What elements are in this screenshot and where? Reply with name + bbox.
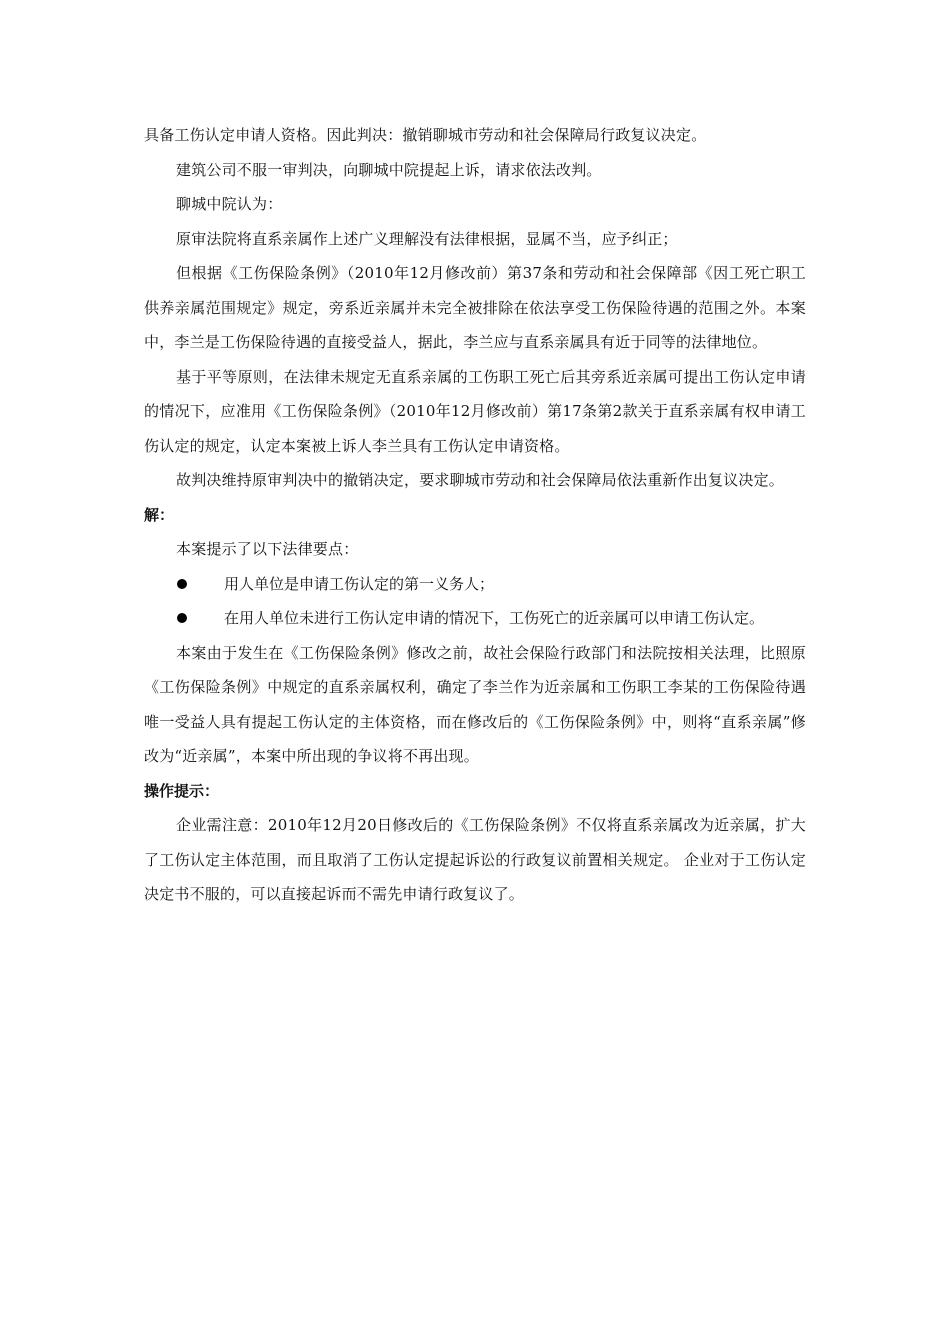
list-item (174, 601, 806, 636)
paragraph-3: 聊城中院认为： (176, 195, 283, 213)
bullet-dot-icon (177, 613, 187, 623)
document-page (144, 118, 806, 912)
bullet-dot-icon (177, 579, 187, 589)
list-item-text: 用人单位是申请工伤认定的第一义务人； (224, 574, 495, 593)
paragraph-4: 原审法院将直系亲属作上述广义理解没有法律根据，显属不当，应予纠正； (176, 229, 678, 248)
list-item-text: 在用人单位未进行工伤认定申请的情况下，工伤死亡的近亲属可以申请工伤认定。 (224, 609, 765, 627)
paragraph-6: 基于平等原则，在法律未规定无直系亲属的工伤职工死亡后其旁系近亲属可提出工伤认定申请的情况下，应准用《工伤保险条例》（2010年12月修改前）第17条第2款关于直系亲属有权申请工伤认定的规定，认定本案被上诉人李兰具有工伤认定申请资格。 (144, 367, 806, 455)
list-item (174, 567, 806, 602)
section-heading-jie: 解： (144, 505, 175, 524)
key-points-list (144, 567, 806, 636)
paragraph-2: 建筑公司不服一审判决，向聊城中院提起上诉，请求依法改判。 (176, 160, 602, 179)
section-jie-intro: 本案提示了以下法律要点： (176, 540, 359, 558)
paragraph-5: 但根据《工伤保险条例》（2010年12月修改前）第37条和劳动和社会保障部《因工死亡职工供养亲属范围规定》规定，旁系近亲属并未完全被排除在依法享受工伤保险待遇的范围之外。本案中，李兰是工伤保险待遇的直接受益人，据此，李兰应与直系亲属具有近于同等的法律地位。 (144, 264, 806, 351)
section-heading-tips: 操作提示： (144, 781, 220, 800)
paragraph-7: 故判决维持原审判决中的撤销决定，要求聊城市劳动和社会保障局依法重新作出复议决定。 (176, 471, 785, 489)
paragraph-1: 具备工伤认定申请人资格。因此判决：撤销聊城市劳动和社会保障局行政复议决定。 (144, 126, 707, 144)
section-tips-body: 企业需注意：2010年12月20日修改后的《工伤保险条例》不仅将直系亲属改为近亲属，扩大了工伤认定主体范围，而且取消了工伤认定提起诉讼的行政复议前置相关规定。 企业对于工伤认定决定书不服的，可以直接起诉而不需先申请行政复议了。 (144, 816, 806, 903)
section-jie-body: 本案由于发生在《工伤保险条例》修改之前，故社会保险行政部门和法院按相关法理，比照原《工伤保险条例》中规定的直系亲属权利，确定了李兰作为近亲属和工伤职工李某的工伤保险待遇唯一受益人具有提起工伤认定的主体资格，而在修改后的《工伤保险条例》中，则将“直系亲属”修改为“近亲属”，本案中所出现的争议将不再出现。 (144, 643, 806, 765)
